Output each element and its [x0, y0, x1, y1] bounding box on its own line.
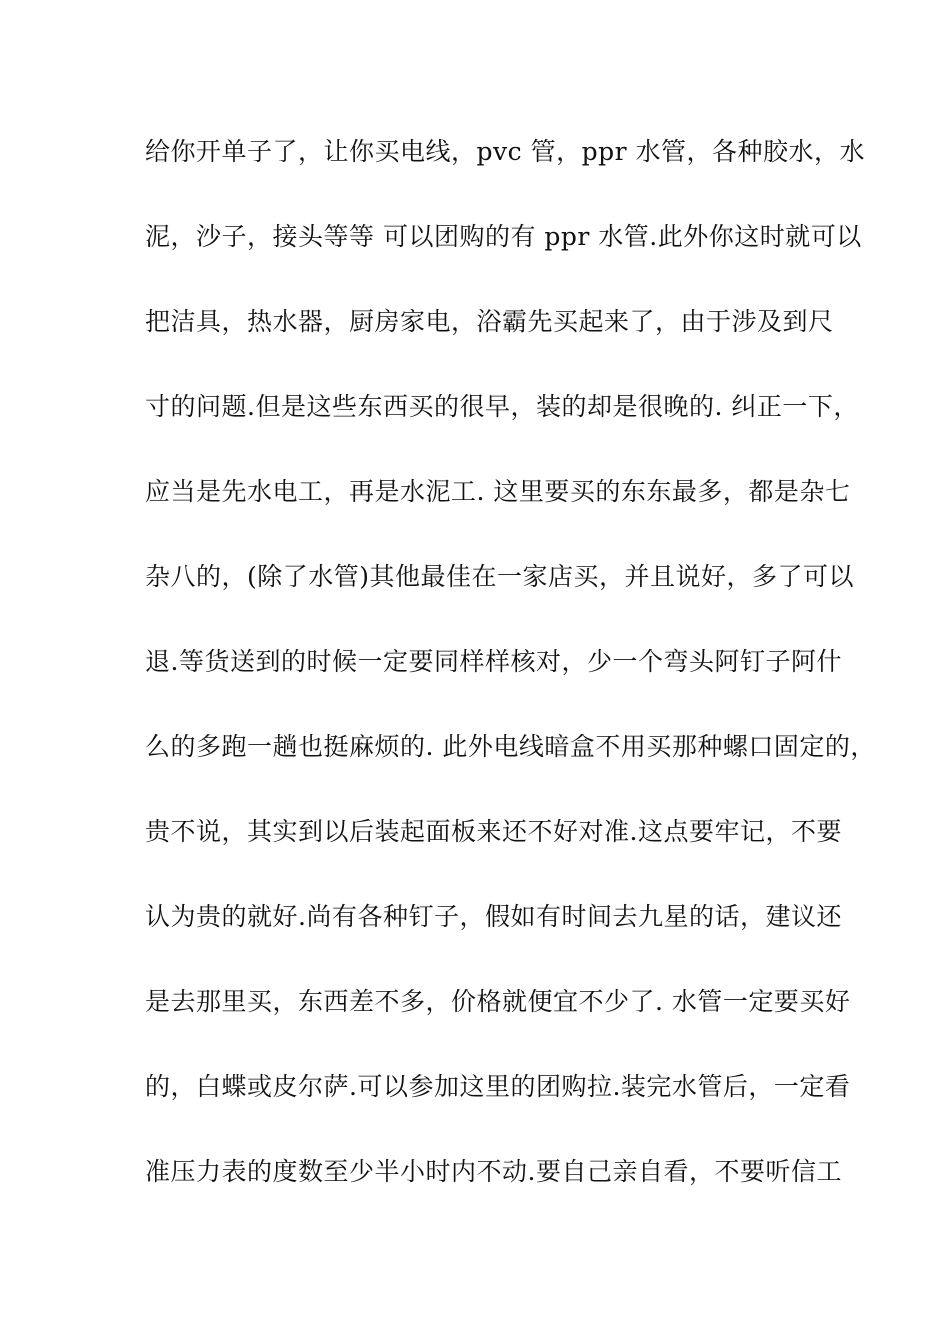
text-line: 退.等货送到的时候一定要同样样核对，少一个弯头阿钉子阿什 [145, 647, 842, 676]
text-line: 杂八的，(除了水管)其他最佳在一家店买，并且说好，多了可以 [145, 562, 855, 591]
body-text [145, 130, 876, 1235]
text-line: 准压力表的度数至少半小时内不动.要自己亲自看，不要听信工 [145, 1157, 842, 1186]
text-line: 寸的问题.但是这些东西买的很早，装的却是很晚的. 纠正一下， [145, 392, 859, 421]
text-line: 泥，沙子，接头等等 可以团购的有 ppr 水管.此外你这时就可以 [145, 222, 862, 251]
text-line: 么的多跑一趟也挺麻烦的. 此外电线暗盒不用买那种螺口固定的， [145, 732, 876, 761]
text-line: 把洁具，热水器，厨房家电，浴霸先买起来了，由于涉及到尺 [145, 307, 834, 336]
text-line: 给你开单子了，让你买电线，pvc 管，ppr 水管，各种胶水，水 [145, 137, 865, 166]
text-line: 的，白蝶或皮尔萨.可以参加这里的团购拉.装完水管后，一定看 [145, 1072, 851, 1101]
text-line: 认为贵的就好.尚有各种钉子，假如有时间去九星的话，建议还 [145, 902, 842, 931]
text-line: 贵不说，其实到以后装起面板来还不好对准.这点要牢记，不要 [145, 817, 842, 846]
text-line: 是去那里买，东西差不多，价格就便宜不少了. 水管一定要买好 [145, 987, 851, 1016]
text-line: 应当是先水电工，再是水泥工. 这里要买的东东最多，都是杂七 [145, 477, 851, 506]
